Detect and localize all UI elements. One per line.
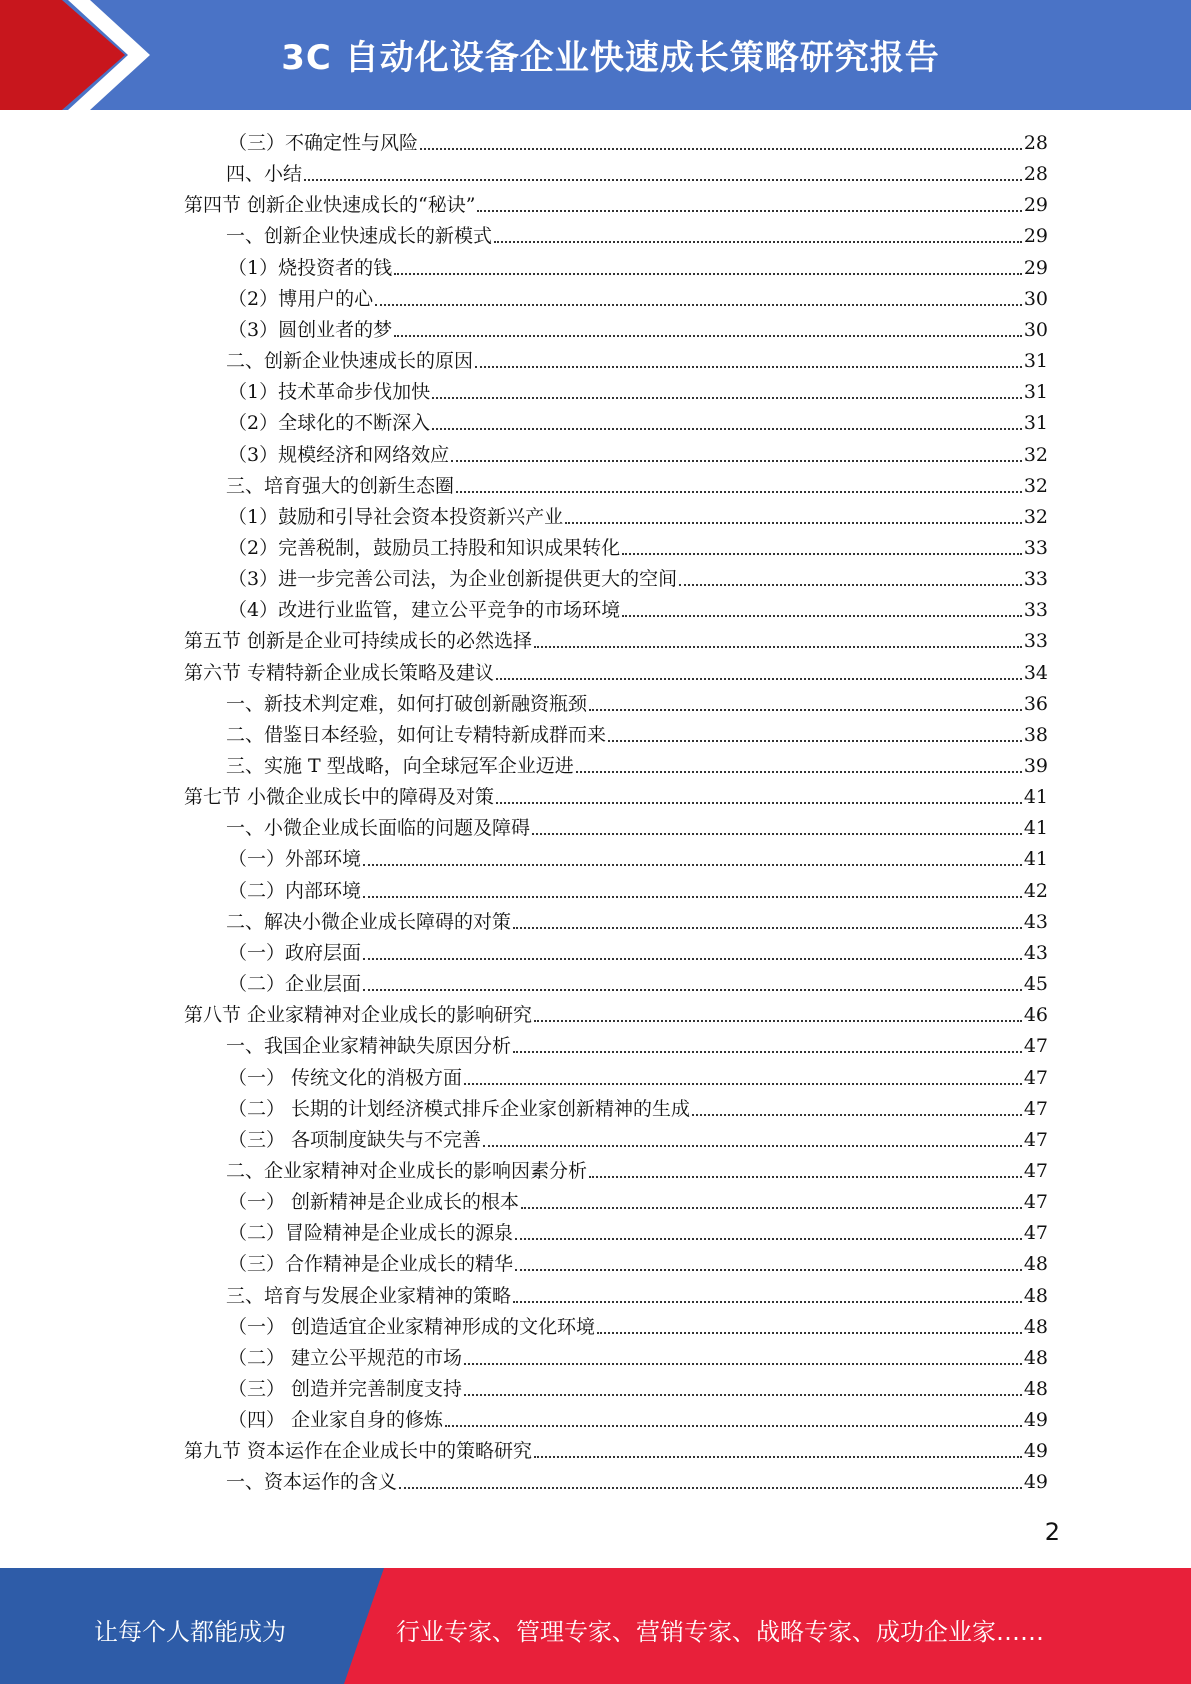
toc-entry-label: （1）烧投资者的钱 bbox=[228, 256, 393, 279]
toc-entry-label: 二、解决小微企业成长障碍的对策 bbox=[226, 910, 512, 933]
toc-entry[interactable] bbox=[226, 159, 1048, 190]
toc-entry-label: （2）博用户的心 bbox=[228, 287, 374, 310]
toc-entry-page: 32 bbox=[1023, 474, 1048, 497]
toc-entry-label: （1）鼓励和引导社会资本投资新兴产业 bbox=[228, 505, 564, 528]
toc-entry[interactable] bbox=[184, 626, 1048, 657]
toc-entry-label: 一、创新企业快速成长的新模式 bbox=[226, 225, 493, 248]
toc-entry[interactable] bbox=[226, 1281, 1048, 1312]
toc-entry[interactable] bbox=[228, 1343, 1048, 1374]
toc-leader-dots bbox=[576, 751, 1022, 773]
toc-entry[interactable] bbox=[228, 128, 1048, 159]
toc-entry-label: （二）企业层面 bbox=[228, 973, 362, 996]
toc-entry-page: 48 bbox=[1023, 1253, 1048, 1276]
toc-entry[interactable] bbox=[228, 1405, 1048, 1436]
toc-entry-label: （一）政府层面 bbox=[228, 941, 362, 964]
toc-leader-dots bbox=[494, 221, 1022, 243]
toc-entry-page: 30 bbox=[1023, 287, 1048, 310]
toc-entry-label: 三、培育与发展企业家精神的策略 bbox=[226, 1284, 512, 1307]
toc-entry-page: 29 bbox=[1023, 225, 1048, 248]
toc-entry-page: 48 bbox=[1023, 1346, 1048, 1369]
toc-entry-page: 47 bbox=[1023, 1159, 1048, 1182]
toc-entry-page: 31 bbox=[1023, 412, 1048, 435]
toc-entry-label: 三、实施 T 型战略，向全球冠军企业迈进 bbox=[226, 755, 574, 777]
footer-roles: 行业专家、管理专家、营销专家、战略专家、成功企业家…… bbox=[396, 1618, 1044, 1646]
toc-entry-label: 第七节 小微企业成长中的障碍及对策 bbox=[184, 786, 495, 809]
toc-leader-dots bbox=[515, 1249, 1022, 1271]
toc-entry-label: 二、企业家精神对企业成长的影响因素分析 bbox=[226, 1159, 588, 1182]
toc-entry[interactable] bbox=[228, 1249, 1048, 1280]
toc-entry-label: （4）改进行业监管，建立公平竞争的市场环境 bbox=[228, 599, 621, 622]
toc-entry[interactable] bbox=[228, 1187, 1048, 1218]
toc-leader-dots bbox=[399, 1467, 1022, 1489]
toc-entry[interactable] bbox=[184, 782, 1048, 813]
toc-entry-label: 三、培育强大的创新生态圈 bbox=[226, 474, 455, 497]
toc-entry-label: （三） 创造并完善制度支持 bbox=[228, 1378, 463, 1400]
toc-entry-page: 42 bbox=[1023, 879, 1048, 902]
toc-entry-page: 49 bbox=[1023, 1409, 1048, 1432]
page-header bbox=[0, 0, 1191, 110]
toc-leader-dots bbox=[451, 440, 1022, 462]
toc-entry-page: 29 bbox=[1023, 256, 1048, 279]
toc-entry-label: （3）圆创业者的梦 bbox=[228, 318, 393, 341]
toc-entry-label: 四、小结 bbox=[226, 163, 303, 186]
toc-entry-label: 一、我国企业家精神缺失原因分析 bbox=[226, 1035, 512, 1058]
toc-entry[interactable] bbox=[184, 658, 1048, 689]
toc-entry-page: 47 bbox=[1023, 1035, 1048, 1058]
toc-entry-page: 49 bbox=[1023, 1471, 1048, 1494]
toc-entry-page: 36 bbox=[1023, 692, 1048, 715]
toc-entry[interactable] bbox=[226, 1031, 1048, 1062]
toc-entry-label: （三） 各项制度缺失与不完善 bbox=[228, 1128, 482, 1151]
toc-entry-page: 41 bbox=[1023, 786, 1048, 809]
toc-entry-label: 第八节 企业家精神对企业成长的影响研究 bbox=[184, 1004, 533, 1027]
toc-entry-page: 31 bbox=[1023, 350, 1048, 373]
toc-entry-page: 43 bbox=[1023, 910, 1048, 933]
toc-leader-dots bbox=[513, 1281, 1022, 1303]
toc-entry-page: 47 bbox=[1023, 1066, 1048, 1089]
toc-entry-label: （一） 创造适宜企业家精神形成的文化环境 bbox=[228, 1315, 596, 1338]
toc-entry[interactable] bbox=[228, 1312, 1048, 1343]
toc-entry[interactable] bbox=[228, 844, 1048, 875]
toc-leader-dots bbox=[532, 813, 1022, 835]
toc-leader-dots bbox=[589, 689, 1022, 711]
toc-entry-label: 第六节 专精特新企业成长策略及建议 bbox=[184, 661, 495, 684]
toc-leader-dots bbox=[475, 346, 1022, 368]
toc-entry-label: 一、新技术判定难，如何打破创新融资瓶颈 bbox=[226, 692, 588, 715]
toc-entry-page: 32 bbox=[1023, 505, 1048, 528]
toc-leader-dots bbox=[534, 1436, 1022, 1458]
toc-entry-label: （一） 创新精神是企业成长的根本 bbox=[228, 1191, 520, 1214]
toc-leader-dots bbox=[464, 1063, 1022, 1085]
toc-leader-dots bbox=[445, 1405, 1022, 1427]
toc-entry-label: （三）不确定性与风险 bbox=[228, 132, 419, 154]
toc-entry[interactable] bbox=[228, 253, 1048, 284]
toc-entry-label: （二）内部环境 bbox=[228, 879, 362, 902]
toc-entry-label: 二、创新企业快速成长的原因 bbox=[226, 350, 474, 373]
footer-slogan: 让每个人都能成为 bbox=[94, 1618, 286, 1646]
toc-entry-page: 33 bbox=[1023, 630, 1048, 653]
toc-entry[interactable] bbox=[228, 564, 1048, 595]
toc-leader-dots bbox=[622, 595, 1022, 617]
toc-entry-page: 32 bbox=[1023, 443, 1048, 466]
toc-leader-dots bbox=[394, 253, 1022, 275]
toc-entry[interactable] bbox=[184, 1000, 1048, 1031]
toc-entry-page: 28 bbox=[1023, 163, 1048, 186]
toc-leader-dots bbox=[565, 502, 1022, 524]
toc-entry[interactable] bbox=[228, 1218, 1048, 1249]
toc-leader-dots bbox=[375, 284, 1022, 306]
toc-entry-page: 45 bbox=[1023, 973, 1048, 996]
toc-entry[interactable] bbox=[228, 1063, 1048, 1094]
toc-entry-page: 48 bbox=[1023, 1284, 1048, 1307]
toc-entry[interactable] bbox=[228, 969, 1048, 1000]
toc-leader-dots bbox=[363, 969, 1022, 991]
page-number: 2 bbox=[1044, 1518, 1060, 1546]
toc-entry-label: 第四节 创新企业快速成长的“秘诀” bbox=[184, 194, 476, 217]
report-title: 3C 自动化设备企业快速成长策略研究报告 bbox=[281, 38, 940, 78]
page-footer bbox=[0, 1568, 1191, 1684]
toc-entry-label: （二）冒险精神是企业成长的源泉 bbox=[228, 1222, 514, 1245]
toc-entry[interactable] bbox=[228, 284, 1048, 315]
toc-leader-dots bbox=[597, 1312, 1022, 1334]
toc-entry-page: 28 bbox=[1023, 132, 1048, 154]
toc-entry-page: 33 bbox=[1023, 599, 1048, 622]
toc-entry[interactable] bbox=[228, 533, 1048, 564]
toc-entry-page: 49 bbox=[1023, 1440, 1048, 1463]
toc-entry[interactable] bbox=[226, 346, 1048, 377]
toc-entry[interactable] bbox=[184, 1436, 1048, 1467]
toc-entry-label: （三）合作精神是企业成长的精华 bbox=[228, 1253, 514, 1276]
toc-leader-dots bbox=[513, 907, 1022, 929]
toc-entry-label: （一） 传统文化的消极方面 bbox=[228, 1066, 463, 1089]
toc-entry-label: （3）进一步完善公司法，为企业创新提供更大的空间 bbox=[228, 568, 678, 591]
toc-leader-dots bbox=[534, 626, 1022, 648]
toc-leader-dots bbox=[608, 720, 1022, 742]
toc-entry[interactable] bbox=[228, 408, 1048, 439]
toc-entry[interactable] bbox=[228, 1374, 1048, 1405]
toc-entry[interactable] bbox=[228, 876, 1048, 907]
toc-leader-dots bbox=[420, 128, 1022, 150]
toc-entry-page: 47 bbox=[1023, 1128, 1048, 1151]
toc-leader-dots bbox=[534, 1000, 1022, 1022]
toc-entry-label: （2）全球化的不断深入 bbox=[228, 412, 431, 435]
toc-leader-dots bbox=[496, 658, 1022, 680]
toc-entry-page: 31 bbox=[1023, 381, 1048, 404]
toc-entry[interactable] bbox=[228, 377, 1048, 408]
toc-entry[interactable] bbox=[226, 1467, 1048, 1498]
toc-entry-page: 47 bbox=[1023, 1222, 1048, 1245]
toc-entry[interactable] bbox=[228, 440, 1048, 471]
toc-entry[interactable] bbox=[226, 907, 1048, 938]
toc-leader-dots bbox=[456, 471, 1022, 493]
toc-entry-label: （2）完善税制，鼓励员工持股和知识成果转化 bbox=[228, 536, 621, 559]
toc-entry[interactable] bbox=[226, 221, 1048, 252]
toc-entry[interactable] bbox=[228, 1125, 1048, 1156]
toc-entry[interactable] bbox=[228, 1094, 1048, 1125]
toc-entry-page: 39 bbox=[1023, 755, 1048, 777]
toc-entry[interactable] bbox=[228, 315, 1048, 346]
toc-entry-label: 第五节 创新是企业可持续成长的必然选择 bbox=[184, 630, 533, 653]
toc-entry[interactable] bbox=[226, 751, 1048, 782]
toc-entry-page: 46 bbox=[1023, 1004, 1048, 1027]
toc-entry-page: 30 bbox=[1023, 318, 1048, 341]
toc-entry-page: 33 bbox=[1023, 568, 1048, 591]
toc-leader-dots bbox=[363, 938, 1022, 960]
toc-entry-page: 38 bbox=[1023, 723, 1048, 746]
toc-leader-dots bbox=[464, 1343, 1022, 1365]
toc-leader-dots bbox=[589, 1156, 1022, 1178]
toc-entry-label: 一、资本运作的含义 bbox=[226, 1471, 398, 1494]
toc-leader-dots bbox=[496, 782, 1022, 804]
toc-entry-label: （3）规模经济和网络效应 bbox=[228, 443, 450, 466]
toc-leader-dots bbox=[432, 377, 1022, 399]
toc-leader-dots bbox=[464, 1374, 1022, 1396]
toc-entry-label: （二） 长期的计划经济模式排斥企业家创新精神的生成 bbox=[228, 1097, 691, 1120]
toc-leader-dots bbox=[394, 315, 1022, 337]
toc-entry-label: 一、小微企业成长面临的问题及障碍 bbox=[226, 817, 531, 840]
toc-leader-dots bbox=[515, 1218, 1022, 1240]
toc-leader-dots bbox=[477, 190, 1021, 212]
toc-entry-page: 29 bbox=[1023, 194, 1048, 217]
toc-entry[interactable] bbox=[226, 689, 1048, 720]
toc-entry[interactable] bbox=[226, 720, 1048, 751]
toc-leader-dots bbox=[432, 408, 1022, 430]
toc-entry-page: 41 bbox=[1023, 848, 1048, 871]
toc-leader-dots bbox=[304, 159, 1022, 181]
toc-leader-dots bbox=[363, 876, 1022, 898]
toc-entry-page: 33 bbox=[1023, 536, 1048, 559]
toc-leader-dots bbox=[513, 1031, 1022, 1053]
toc-leader-dots bbox=[622, 533, 1022, 555]
toc-entry-label: （1）技术革命步伐加快 bbox=[228, 381, 431, 404]
toc-entry-page: 43 bbox=[1023, 941, 1048, 964]
toc-leader-dots bbox=[692, 1094, 1022, 1116]
toc-entry-page: 34 bbox=[1023, 661, 1048, 684]
toc-leader-dots bbox=[483, 1125, 1022, 1147]
toc-entry-label: （四） 企业家自身的修炼 bbox=[228, 1409, 444, 1432]
toc-entry[interactable] bbox=[226, 471, 1048, 502]
toc-entry-label: 第九节 资本运作在企业成长中的策略研究 bbox=[184, 1440, 533, 1463]
toc-entry[interactable] bbox=[184, 190, 1048, 221]
toc-entry-page: 48 bbox=[1023, 1315, 1048, 1338]
toc-entry-page: 41 bbox=[1023, 817, 1048, 840]
toc-entry-page: 48 bbox=[1023, 1378, 1048, 1400]
toc-leader-dots bbox=[521, 1187, 1022, 1209]
toc-entry[interactable] bbox=[226, 1156, 1048, 1187]
toc-leader-dots bbox=[363, 844, 1022, 866]
toc-entry-label: （一）外部环境 bbox=[228, 848, 362, 871]
toc-entry[interactable] bbox=[228, 595, 1048, 626]
toc-entry-label: 二、借鉴日本经验，如何让专精特新成群而来 bbox=[226, 723, 607, 746]
toc-entry-page: 47 bbox=[1023, 1191, 1048, 1214]
toc-entry-label: （二） 建立公平规范的市场 bbox=[228, 1346, 463, 1369]
toc-entry[interactable] bbox=[228, 938, 1048, 969]
toc-entry-page: 47 bbox=[1023, 1097, 1048, 1120]
toc-leader-dots bbox=[679, 564, 1022, 586]
toc-entry[interactable] bbox=[226, 813, 1048, 844]
toc-entry[interactable] bbox=[228, 502, 1048, 533]
